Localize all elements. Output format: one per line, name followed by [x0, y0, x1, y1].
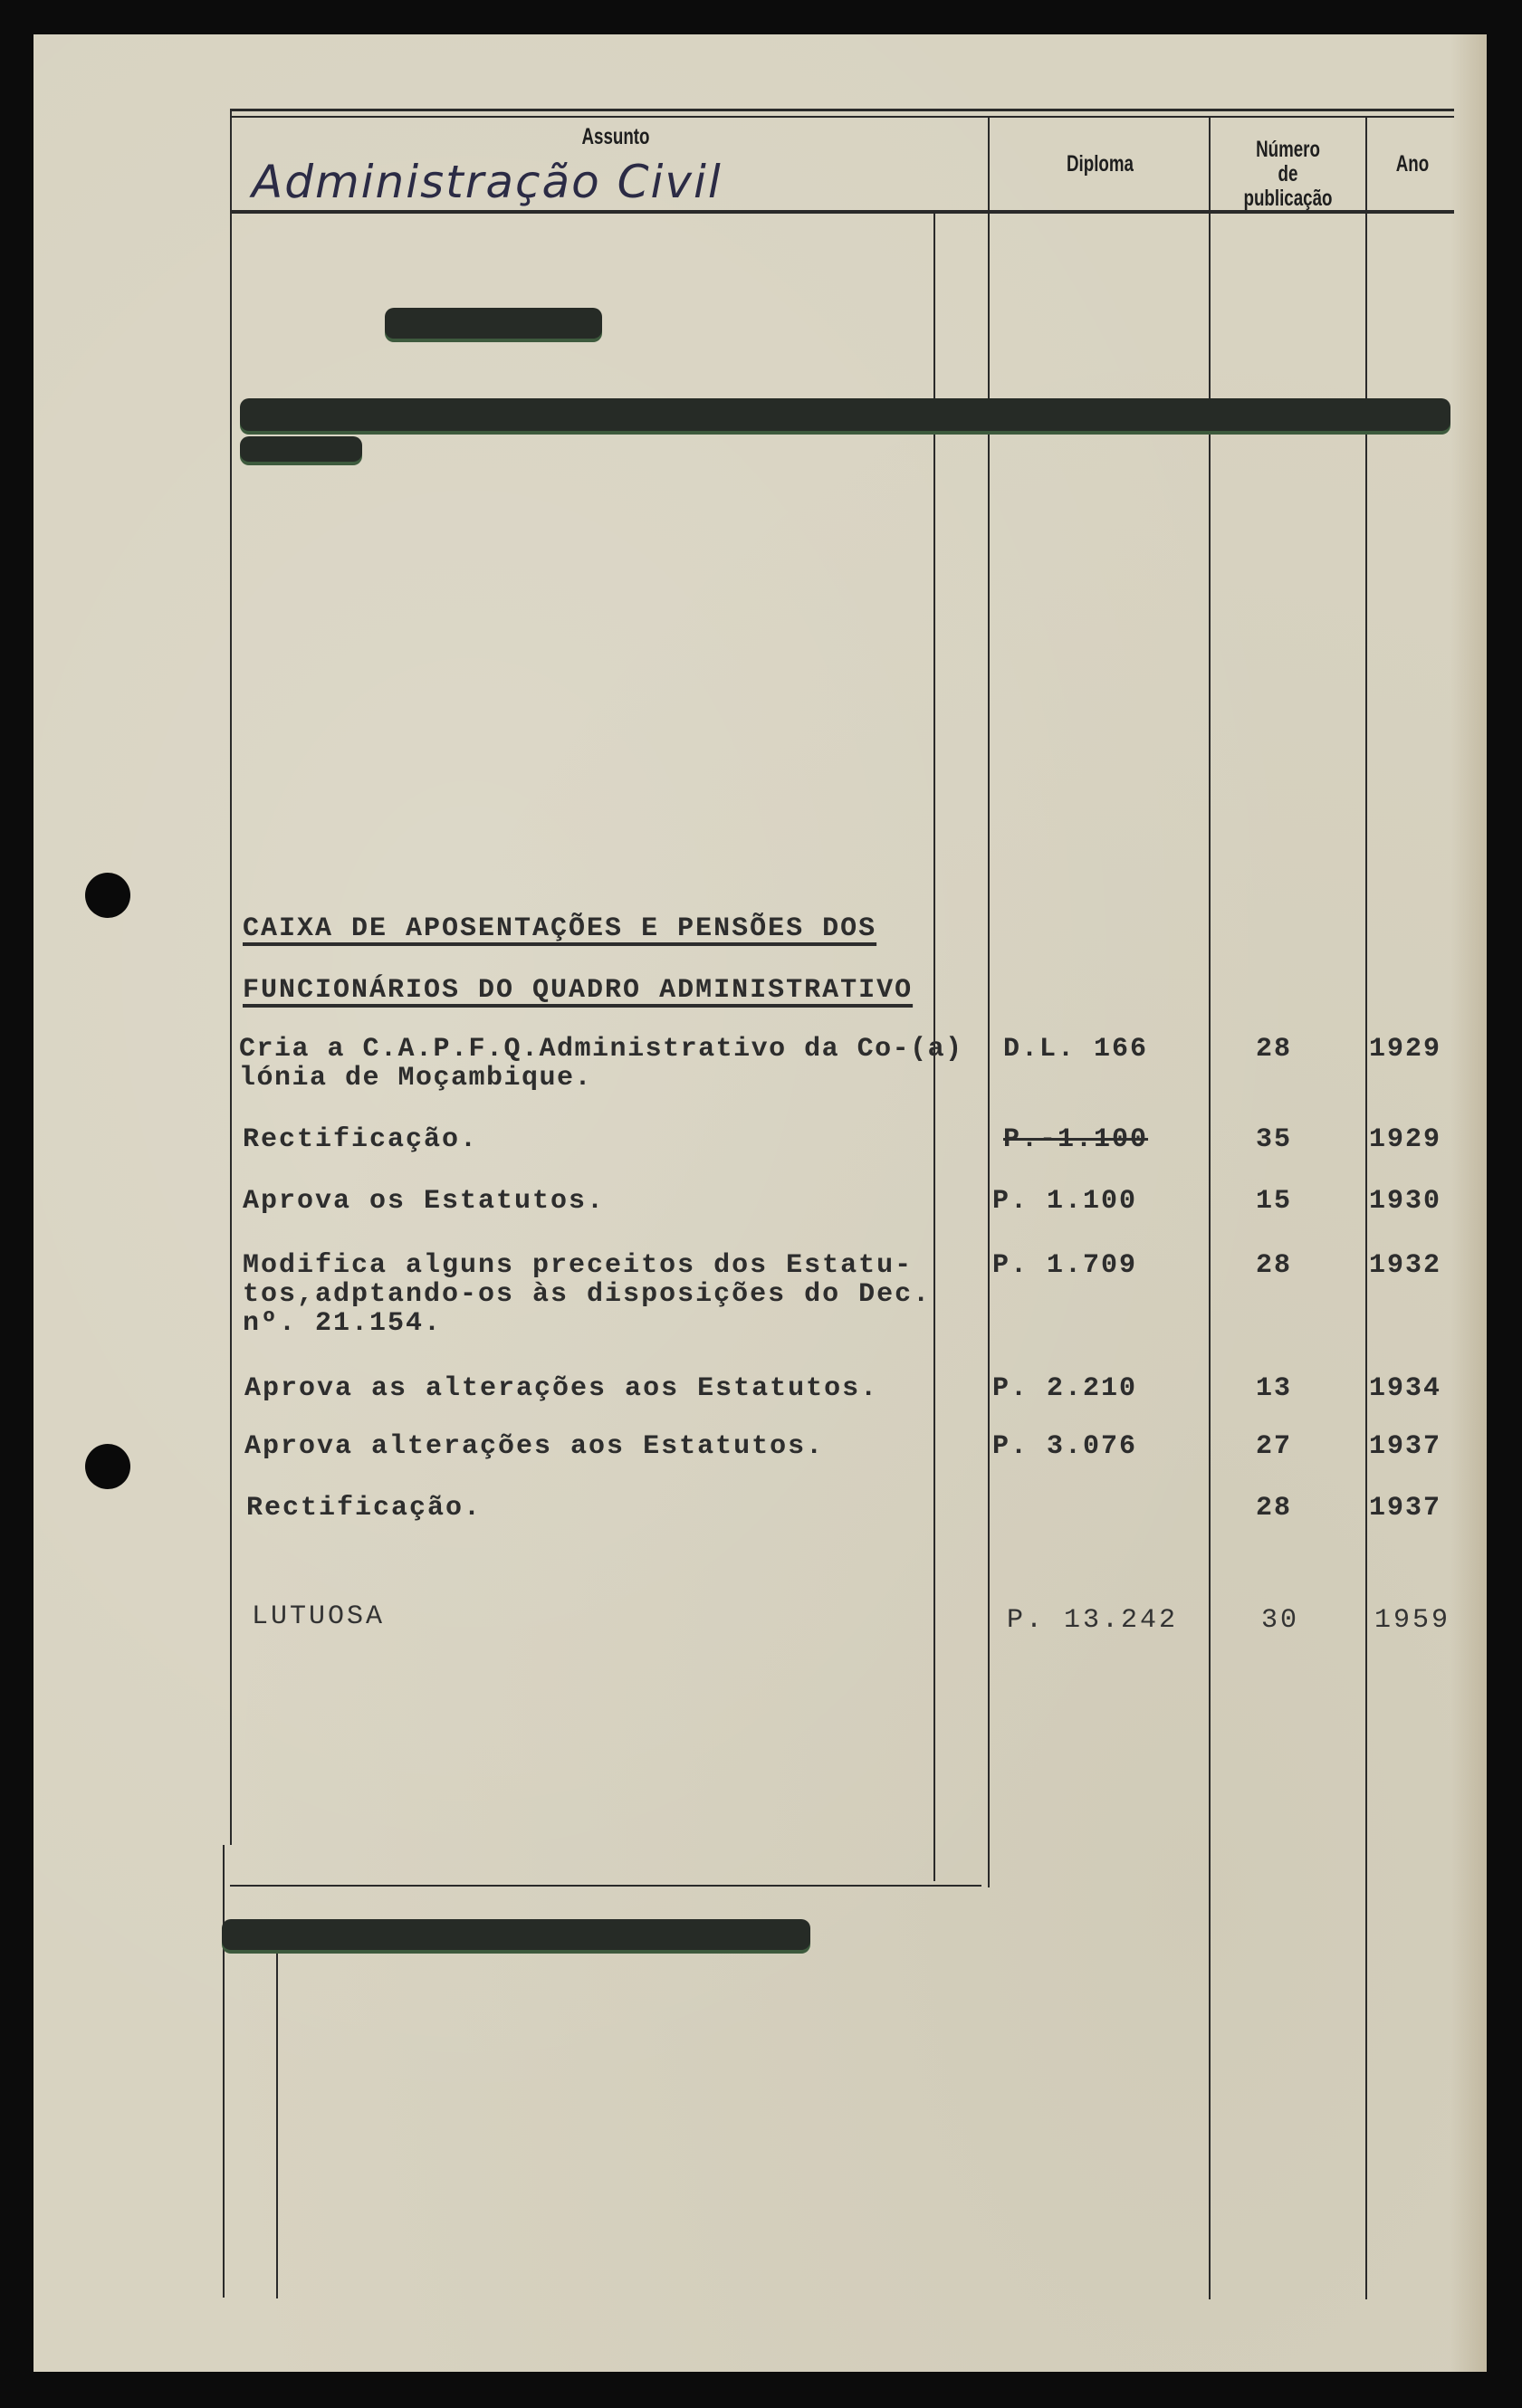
- row-diploma: D.L. 166: [1003, 1034, 1149, 1065]
- row-assunto: Aprova as alterações aos Estatutos.: [244, 1373, 879, 1404]
- row-assunto: Cria a C.A.P.F.Q.Administrativo da Co-(a) lónia de Moçambique.: [239, 1034, 963, 1094]
- column-rule: [276, 1927, 278, 2298]
- redacted-heading: [385, 308, 602, 339]
- row-ano: 1959: [1374, 1605, 1451, 1636]
- redacted-entry: [240, 398, 1450, 431]
- row-diploma: P. 1.100: [992, 1186, 1138, 1217]
- row-numero: 27: [1256, 1431, 1293, 1462]
- row-diploma: P. 2.210: [992, 1373, 1138, 1404]
- row-ano: 1937: [1369, 1431, 1442, 1462]
- header-numero-line1: Número: [1256, 137, 1320, 162]
- column-rule: [988, 118, 990, 1887]
- column-rule: [1365, 118, 1367, 2299]
- row-numero: 13: [1256, 1373, 1293, 1404]
- header-numero-line2: de publicação: [1243, 161, 1333, 211]
- row-numero: 30: [1261, 1605, 1300, 1636]
- row-diploma: P.-1.100: [1003, 1124, 1149, 1155]
- redacted-entry: [240, 436, 362, 462]
- row-ano: 1934: [1369, 1373, 1442, 1404]
- row-numero: 35: [1256, 1124, 1293, 1155]
- row-assunto: LUTUOSA: [252, 1601, 386, 1632]
- row-diploma: P. 3.076: [992, 1431, 1138, 1462]
- table-bottom-rule: [230, 1885, 981, 1887]
- row-ano: 1930: [1369, 1186, 1442, 1217]
- section-title-line2: FUNCIONÁRIOS DO QUADRO ADMINISTRATIVO: [243, 975, 914, 1006]
- header-diploma: Diploma: [1067, 151, 1134, 177]
- header-numero: [1235, 138, 1340, 211]
- paper-edge-shading: [1450, 34, 1487, 2372]
- table-top-rule: [230, 109, 1454, 111]
- row-ano: 1932: [1369, 1250, 1442, 1281]
- row-diploma: P. 13.242: [1007, 1605, 1179, 1636]
- row-numero: 28: [1256, 1034, 1293, 1065]
- row-assunto: Aprova alterações aos Estatutos.: [244, 1431, 825, 1462]
- row-ano: 1929: [1369, 1124, 1442, 1155]
- row-assunto: Aprova os Estatutos.: [243, 1186, 606, 1217]
- redacted-footnote: [222, 1919, 810, 1950]
- row-numero: 15: [1256, 1186, 1293, 1217]
- row-numero: 28: [1256, 1250, 1293, 1281]
- row-assunto: Rectificação.: [246, 1493, 483, 1524]
- row-ano: 1929: [1369, 1034, 1442, 1065]
- table-left-rule: [223, 1845, 225, 2298]
- punch-hole: [85, 1444, 130, 1489]
- table-left-rule: [230, 110, 232, 1845]
- punch-hole: [85, 873, 130, 918]
- row-assunto: Modifica alguns preceitos dos Estatu- tos,adptando-os às disposições do Dec. nº. 21.154.: [243, 1250, 932, 1339]
- section-title-line1: CAIXA DE APOSENTAÇÕES E PENSÕES DOS: [243, 913, 877, 944]
- row-numero: 28: [1256, 1493, 1293, 1524]
- row-assunto: Rectificação.: [243, 1124, 479, 1155]
- row-ano: 1937: [1369, 1493, 1442, 1524]
- column-rule: [1209, 118, 1211, 2299]
- header-assunto: Assunto: [581, 124, 650, 149]
- row-diploma: P. 1.709: [992, 1250, 1138, 1281]
- header-ano: Ano: [1395, 151, 1430, 177]
- handwritten-title: Administração Civil: [252, 156, 723, 208]
- table-top-rule: [230, 116, 1454, 118]
